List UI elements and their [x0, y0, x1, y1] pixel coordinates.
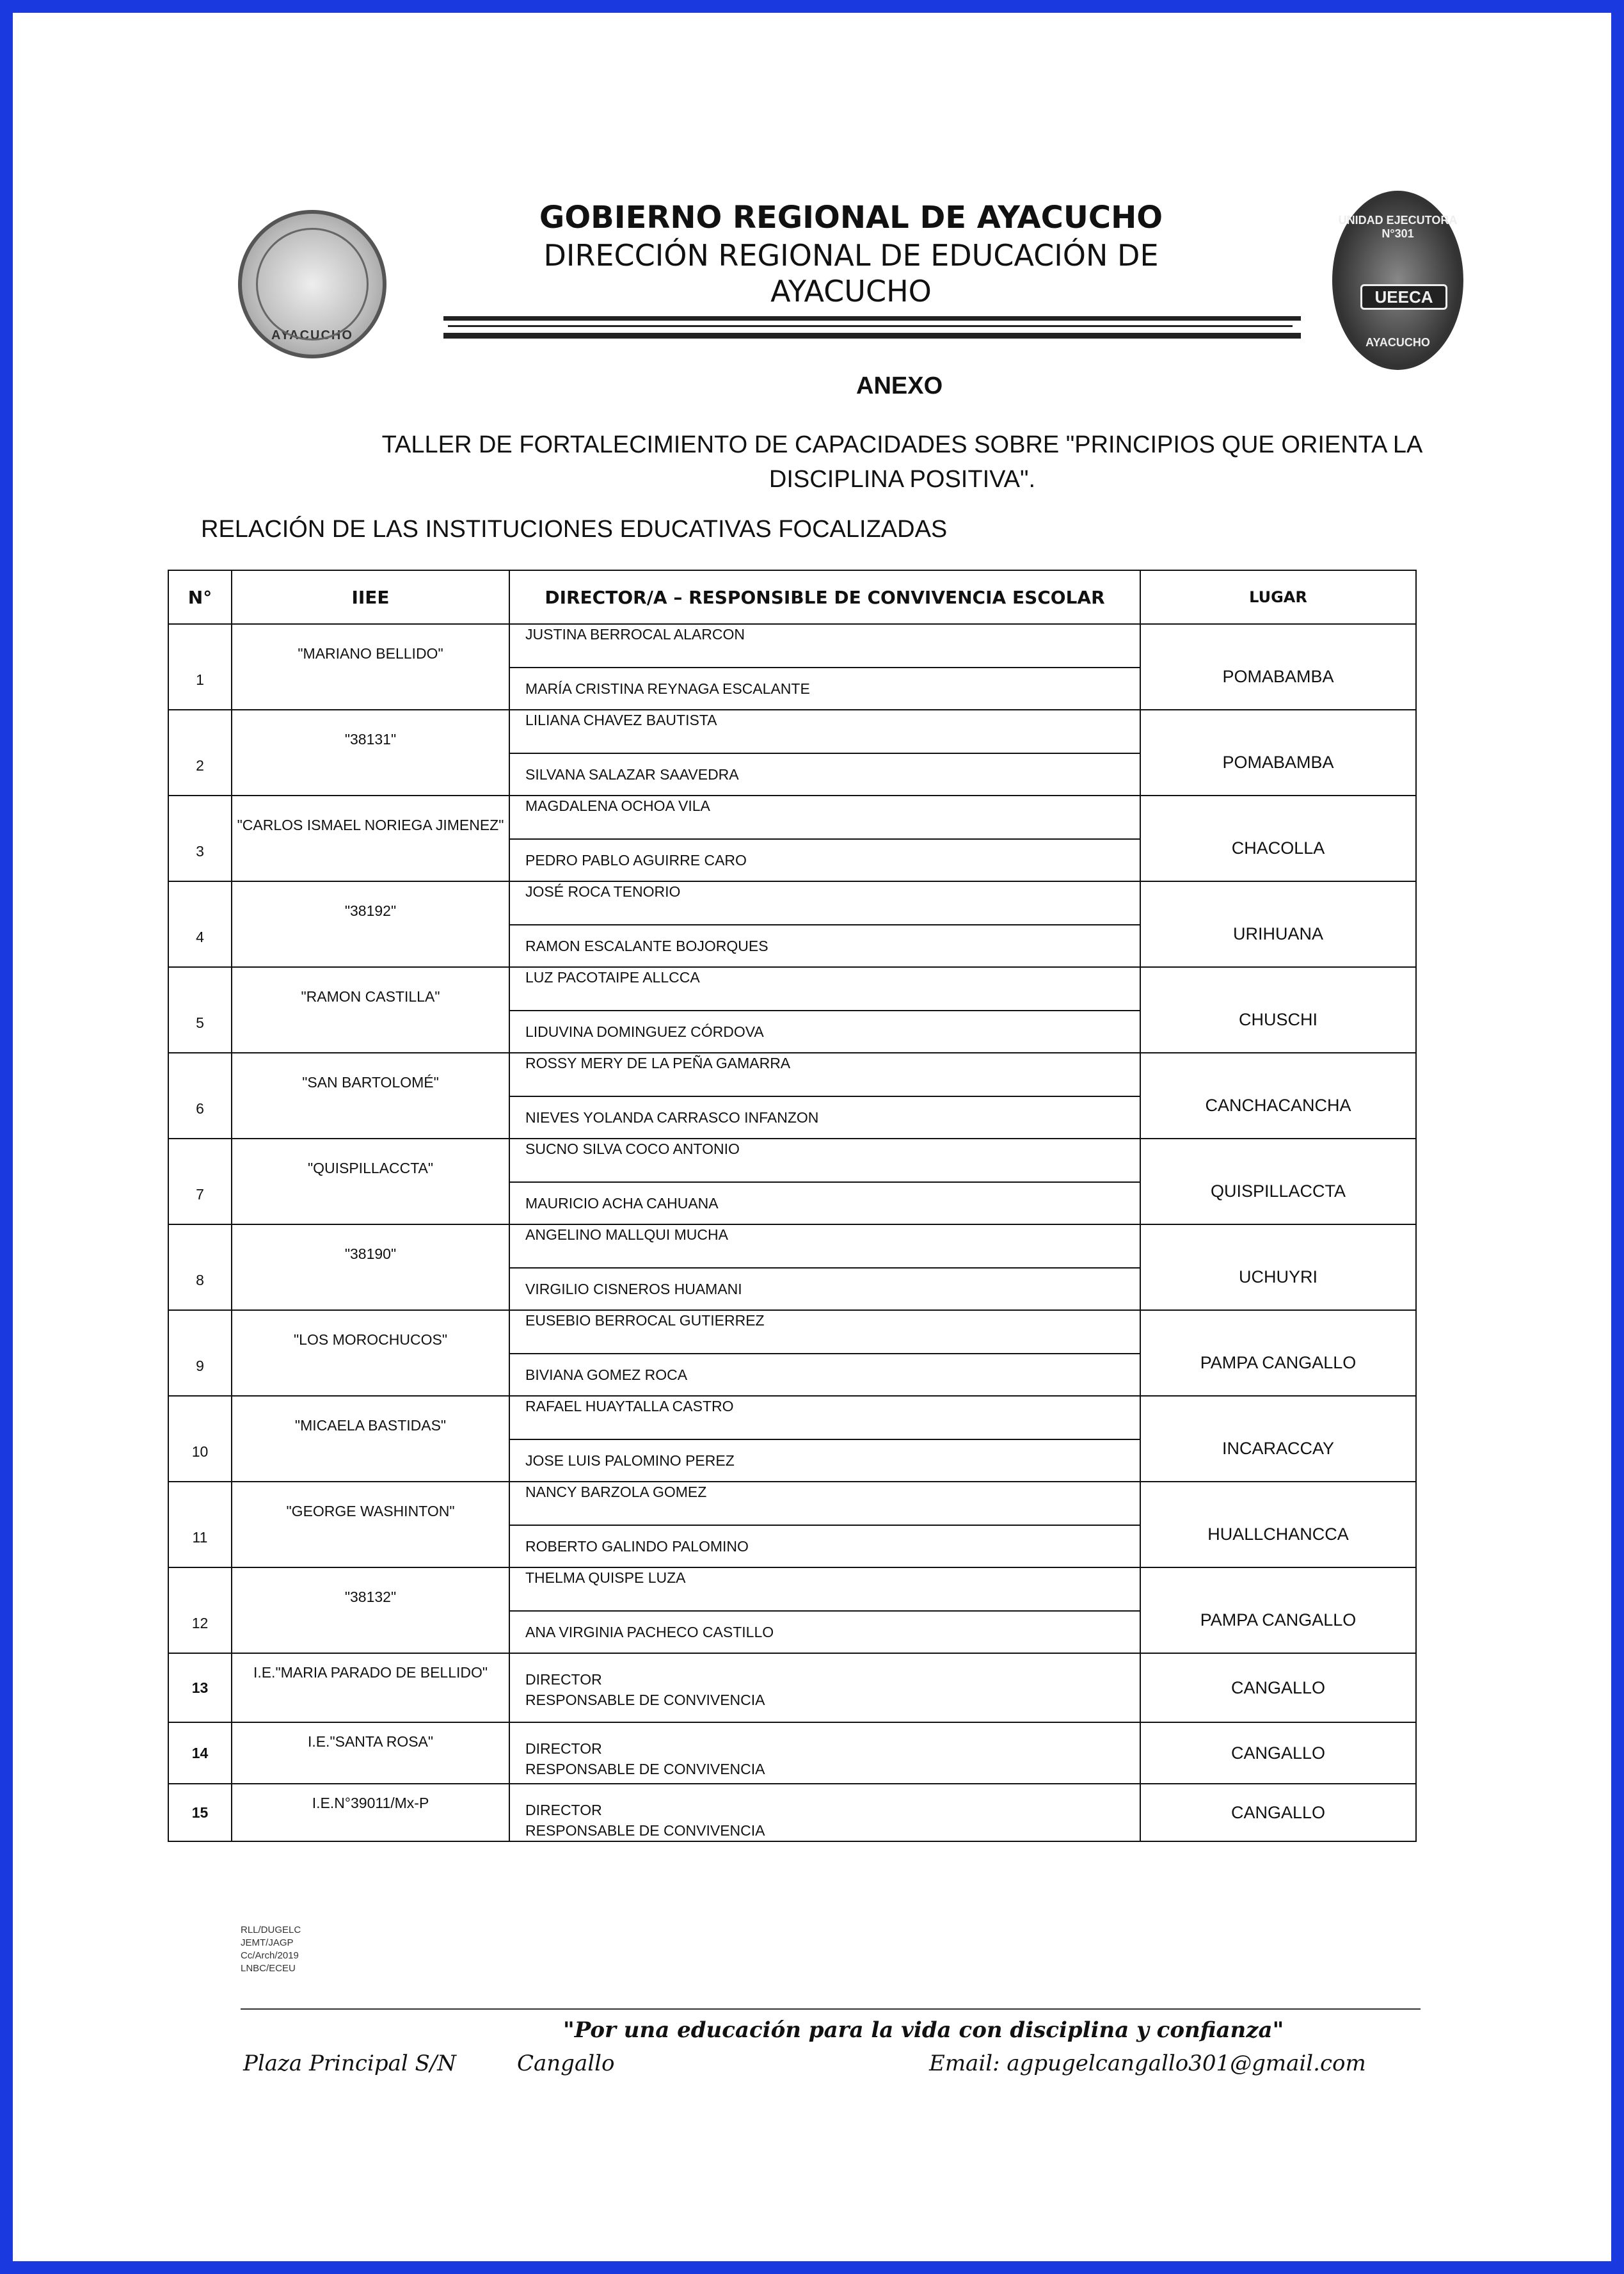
director-name: JOSÉ ROCA TENORIO — [509, 881, 1140, 925]
table-row — [168, 967, 1416, 1011]
coexistence-responsible-name: MARÍA CRISTINA REYNAGA ESCALANTE — [509, 668, 1140, 710]
workshop-title-line-2: DISCIPLINA POSITIVA". — [768, 466, 1036, 493]
place-name: UCHUYRI — [1140, 1224, 1416, 1310]
role-director: DIRECTOR — [525, 1740, 602, 1757]
reference-code: Cc/Arch/2019 — [241, 1950, 299, 1961]
institution-name: "38192" — [232, 881, 509, 967]
table-header-row — [168, 570, 1416, 624]
institution-name: "CARLOS ISMAEL NORIEGA JIMENEZ" — [232, 796, 509, 881]
header-number: N° — [168, 570, 232, 624]
table-row — [168, 624, 1416, 668]
header-line-2: DIRECCIÓN REGIONAL DE EDUCACIÓN DE — [543, 238, 1159, 273]
header-place: LUGAR — [1140, 570, 1416, 624]
coexistence-responsible-name: JOSE LUIS PALOMINO PEREZ — [509, 1439, 1140, 1482]
table-row — [168, 1310, 1416, 1354]
institution-name: "MICAELA BASTIDAS" — [232, 1396, 509, 1482]
institution-name: "38190" — [232, 1224, 509, 1310]
director-name: LUZ PACOTAIPE ALLCCA — [509, 967, 1140, 1011]
table-row — [168, 1784, 1416, 1841]
table-row — [168, 881, 1416, 925]
row-number: 8 — [168, 1224, 232, 1310]
row-number: 14 — [168, 1722, 232, 1784]
role-responsible: RESPONSABLE DE CONVIVENCIA — [525, 1822, 765, 1839]
place-name: CANGALLO — [1140, 1653, 1416, 1722]
coexistence-responsible-name: ANA VIRGINIA PACHECO CASTILLO — [509, 1611, 1140, 1653]
header-line-1: GOBIERNO REGIONAL DE AYACUCHO — [539, 200, 1163, 236]
footer-town: Cangallo — [517, 2051, 615, 2076]
director-roles — [509, 1653, 1140, 1722]
institution-name: "LOS MOROCHUCOS" — [232, 1310, 509, 1396]
institution-name: "GEORGE WASHINTON" — [232, 1482, 509, 1567]
row-number: 9 — [168, 1310, 232, 1396]
institution-name: "RAMON CASTILLA" — [232, 967, 509, 1053]
place-name: PAMPA CANGALLO — [1140, 1310, 1416, 1396]
institution-name: "38132" — [232, 1567, 509, 1653]
institution-name: "QUISPILLACCTA" — [232, 1139, 509, 1224]
role-director: DIRECTOR — [525, 1671, 602, 1688]
table-row — [168, 1482, 1416, 1525]
director-name: EUSEBIO BERROCAL GUTIERREZ — [509, 1310, 1140, 1354]
row-number: 1 — [168, 624, 232, 710]
place-name: CHACOLLA — [1140, 796, 1416, 881]
seal-right-top-text: UNIDAD EJECUTORA N°301 — [1338, 214, 1458, 240]
institution-name: "38131" — [232, 710, 509, 796]
footer-address: Plaza Principal S/N — [243, 2051, 457, 2076]
table-row — [168, 1053, 1416, 1096]
regional-government-seal — [238, 210, 386, 358]
header-rule-3 — [443, 333, 1301, 339]
institution-name: I.E."SANTA ROSA" — [232, 1722, 509, 1784]
table-row — [168, 1567, 1416, 1611]
header-rule-1 — [443, 316, 1301, 321]
role-responsible: RESPONSABLE DE CONVIVENCIA — [525, 1692, 765, 1708]
institutions-table — [168, 570, 1417, 1842]
place-name: QUISPILLACCTA — [1140, 1139, 1416, 1224]
relation-heading: RELACIÓN DE LAS INSTITUCIONES EDUCATIVAS FOCALIZADAS — [201, 516, 948, 543]
table-row — [168, 1139, 1416, 1182]
place-name: CANGALLO — [1140, 1722, 1416, 1784]
annex-title: ANEXO — [856, 372, 943, 399]
footer-rule — [241, 2008, 1421, 2010]
seal-ring — [256, 228, 369, 340]
director-name: LILIANA CHAVEZ BAUTISTA — [509, 710, 1140, 753]
institution-name: "SAN BARTOLOMÉ" — [232, 1053, 509, 1139]
workshop-title — [333, 428, 1472, 497]
row-number: 13 — [168, 1653, 232, 1722]
coexistence-responsible-name: BIVIANA GOMEZ ROCA — [509, 1354, 1140, 1396]
table-row — [168, 796, 1416, 839]
coexistence-responsible-name: PEDRO PABLO AGUIRRE CARO — [509, 839, 1140, 881]
institution-name: I.E."MARIA PARADO DE BELLIDO" — [232, 1653, 509, 1722]
row-number: 6 — [168, 1053, 232, 1139]
director-name: ANGELINO MALLQUI MUCHA — [509, 1224, 1140, 1268]
seal-right-badge: UEECA — [1360, 284, 1447, 310]
place-name: HUALLCHANCCA — [1140, 1482, 1416, 1567]
role-responsible: RESPONSABLE DE CONVIVENCIA — [525, 1761, 765, 1777]
reference-codes — [241, 1924, 301, 1975]
director-roles — [509, 1784, 1140, 1841]
role-director: DIRECTOR — [525, 1802, 602, 1818]
director-roles — [509, 1722, 1140, 1784]
director-name: ROSSY MERY DE LA PEÑA GAMARRA — [509, 1053, 1140, 1096]
place-name: URIHUANA — [1140, 881, 1416, 967]
workshop-title-line-1: TALLER DE FORTALECIMIENTO DE CAPACIDADES SOBRE "PRINCIPIOS QUE ORIENTA LA — [381, 431, 1423, 458]
coexistence-responsible-name: LIDUVINA DOMINGUEZ CÓRDOVA — [509, 1011, 1140, 1053]
coexistence-responsible-name: ROBERTO GALINDO PALOMINO — [509, 1525, 1140, 1567]
header-rule-2 — [448, 325, 1293, 327]
ugel-seal — [1332, 191, 1463, 370]
institution-name: "MARIANO BELLIDO" — [232, 624, 509, 710]
header-line-3: AYACUCHO — [770, 274, 932, 308]
seal-right-bottom-text: AYACUCHO — [1365, 336, 1430, 349]
table-row — [168, 1653, 1416, 1722]
director-name: MAGDALENA OCHOA VILA — [509, 796, 1140, 839]
coexistence-responsible-name: MAURICIO ACHA CAHUANA — [509, 1182, 1140, 1224]
row-number: 12 — [168, 1567, 232, 1653]
row-number: 5 — [168, 967, 232, 1053]
header-director: DIRECTOR/A – RESPONSIBLE DE CONVIVENCIA ESCOLAR — [509, 570, 1140, 624]
director-name: SUCNO SILVA COCO ANTONIO — [509, 1139, 1140, 1182]
table-row — [168, 710, 1416, 753]
seal-left-text: AYACUCHO — [271, 328, 353, 342]
coexistence-responsible-name: NIEVES YOLANDA CARRASCO INFANZON — [509, 1096, 1140, 1139]
row-number: 3 — [168, 796, 232, 881]
footer-email: Email: agpugelcangallo301@gmail.com — [929, 2051, 1366, 2076]
footer-motto: "Por una educación para la vida con disciplina y confianza" — [563, 2017, 1284, 2043]
table-row — [168, 1396, 1416, 1439]
director-name: THELMA QUISPE LUZA — [509, 1567, 1140, 1611]
place-name: POMABAMBA — [1140, 710, 1416, 796]
place-name: POMABAMBA — [1140, 624, 1416, 710]
place-name: PAMPA CANGALLO — [1140, 1567, 1416, 1653]
header-iiee: IIEE — [232, 570, 509, 624]
row-number: 4 — [168, 881, 232, 967]
place-name: CANGALLO — [1140, 1784, 1416, 1841]
place-name: CANCHACANCHA — [1140, 1053, 1416, 1139]
coexistence-responsible-name: RAMON ESCALANTE BOJORQUES — [509, 925, 1140, 967]
reference-code: LNBC/ECEU — [241, 1963, 296, 1974]
place-name: INCARACCAY — [1140, 1396, 1416, 1482]
institution-name: I.E.N°39011/Mx-P — [232, 1784, 509, 1841]
table-row — [168, 1722, 1416, 1784]
director-name: RAFAEL HUAYTALLA CASTRO — [509, 1396, 1140, 1439]
table-row — [168, 1224, 1416, 1268]
table-body — [168, 624, 1416, 1841]
row-number: 11 — [168, 1482, 232, 1567]
row-number: 2 — [168, 710, 232, 796]
director-name: JUSTINA BERROCAL ALARCON — [509, 624, 1140, 668]
reference-code: RLL/DUGELC — [241, 1925, 301, 1935]
place-name: CHUSCHI — [1140, 967, 1416, 1053]
row-number: 10 — [168, 1396, 232, 1482]
reference-code: JEMT/JAGP — [241, 1937, 294, 1948]
director-name: NANCY BARZOLA GOMEZ — [509, 1482, 1140, 1525]
row-number: 7 — [168, 1139, 232, 1224]
coexistence-responsible-name: SILVANA SALAZAR SAAVEDRA — [509, 753, 1140, 796]
row-number: 15 — [168, 1784, 232, 1841]
coexistence-responsible-name: VIRGILIO CISNEROS HUAMANI — [509, 1268, 1140, 1310]
